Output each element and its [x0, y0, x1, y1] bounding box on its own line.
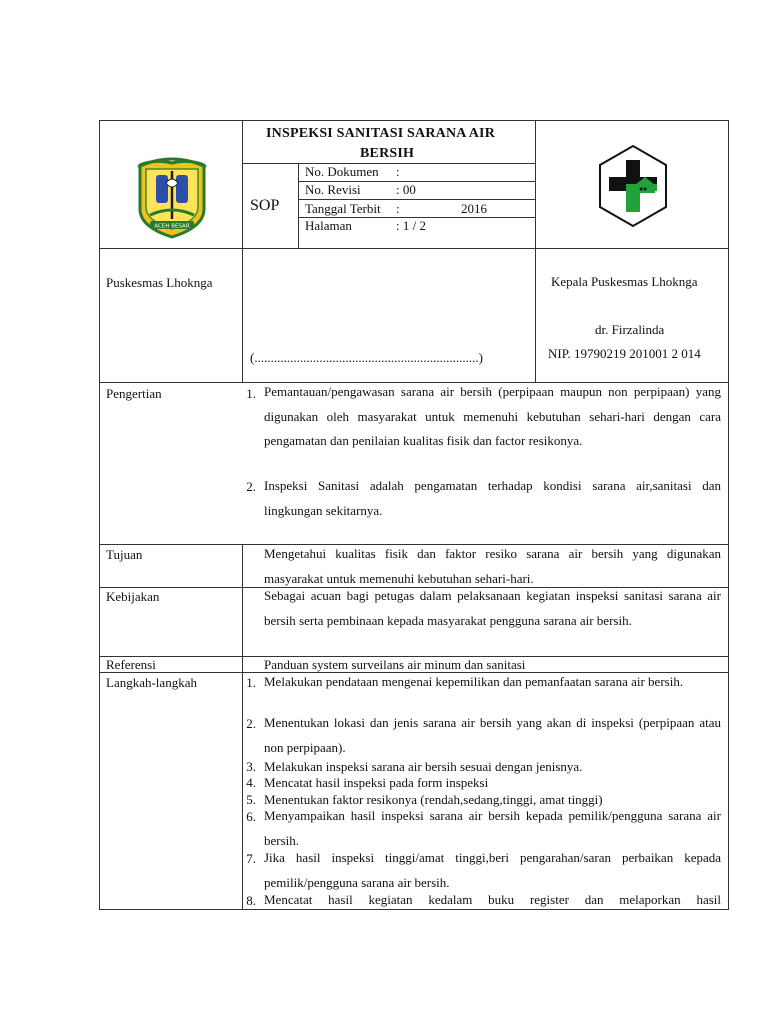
meta-label-no-revisi: No. Revisi: [305, 182, 361, 197]
puskesmas-logo: [597, 143, 669, 229]
sop-label: SOP: [250, 197, 280, 214]
pengertian-num-2: 2.: [246, 479, 256, 494]
signature-blank: (.....................................................................): [250, 350, 483, 365]
header-col-divider-right: [535, 120, 536, 383]
langkah-item-8: Mencatat hasil kegiatan kedalam buku register dan melaporkan hasil: [264, 892, 721, 907]
langkah-item-5: Menentukan faktor resikonya (rendah,sedang,tinggi, amat tinggi): [264, 792, 603, 807]
tujuan-text: Mengetahui kualitas fisik dan faktor resiko sarana air bersih yang digunakan masyarakat untuk memenuhi kebutuhan sehari-hari.: [264, 546, 721, 586]
langkah-item-2: Menentukan lokasi dan jenis sarana air bersih yang akan di inspeksi (perpipaan atau non perpipaan).: [264, 715, 721, 755]
header-col-divider-left: [242, 120, 243, 383]
table-border-right: [728, 120, 729, 910]
table-border-top: [99, 120, 729, 121]
langkah-item-4: Mencatat hasil inspeksi pada form inspeksi: [264, 775, 489, 790]
head-name: dr. Firzalinda: [595, 322, 665, 337]
org-name: Puskesmas Lhoknga: [106, 275, 213, 290]
section-label-langkah: Langkah-langkah: [106, 675, 197, 690]
meta-value-no-dokumen: :: [396, 164, 400, 179]
sop-col-divider: [298, 163, 299, 249]
section-label-kebijakan: Kebijakan: [106, 589, 160, 604]
doc-title-line1: INSPEKSI SANITASI SARANA AIR: [266, 126, 496, 141]
head-nip: NIP. 19790219 201001 2 014: [548, 346, 701, 361]
langkah-num-7: 7.: [246, 851, 256, 866]
langkah-num-8: 8.: [246, 893, 256, 908]
langkah-num-6: 6.: [246, 809, 256, 824]
langkah-item-7: Jika hasil inspeksi tinggi/amat tinggi,beri pengarahan/saran perbaikan kepada pemilik/pengguna sarana air bersih.: [264, 850, 721, 890]
meta-value-tanggal-terbit: :: [396, 201, 400, 216]
section-label-referensi: Referensi: [106, 657, 156, 672]
langkah-num-3: 3.: [246, 759, 256, 774]
langkah-num-5: 5.: [246, 792, 256, 807]
meta-row-divider-2: [298, 199, 536, 200]
meta-label-halaman: Halaman: [305, 218, 352, 233]
pengertian-item-2: Inspeksi Sanitasi adalah pengamatan terhadap kondisi sarana air,sanitasi dan lingkungan sekitarnya.: [264, 478, 721, 518]
langkah-item-3: Melakukan inspeksi sarana air bersih sesuai dengan jenisnya.: [264, 759, 583, 774]
referensi-text: Panduan system surveilans air minum dan sanitasi: [264, 657, 526, 672]
aceh-besar-crest-logo: [134, 157, 210, 241]
table-border-bottom: [99, 909, 729, 910]
langkah-item-6: Menyampaikan hasil inspeksi sarana air bersih kepada pemilik/pengguna sarana air bersih.: [264, 808, 721, 848]
pengertian-item-1: Pemantauan/pengawasan sarana air bersih (perpipaan maupun non perpipaan) yang digunakan oleh masyarakat untuk memenuhi kebutuhan sehari-hari dengan cara pengamatan dan penilaian kualitas fisik dan factor resikonya.: [264, 384, 721, 448]
meta-label-no-dokumen: No. Dokumen: [305, 164, 379, 179]
pengertian-num-1: 1.: [246, 386, 256, 401]
meta-value-halaman: : 1 / 2: [396, 218, 426, 233]
section-label-tujuan: Tujuan: [106, 547, 143, 562]
title-divider: [242, 163, 536, 164]
langkah-num-4: 4.: [246, 775, 256, 790]
meta-year-tanggal-terbit: 2016: [461, 201, 487, 216]
langkah-num-2: 2.: [246, 716, 256, 731]
doc-title-line2: BERSIH: [360, 146, 415, 161]
langkah-item-1: Melakukan pendataan mengenai kepemilikan dan pemanfaatan sarana air bersih.: [264, 674, 684, 689]
section-label-pengertian: Pengertian: [106, 386, 162, 401]
langkah-num-1: 1.: [246, 675, 256, 690]
crest-caption-text: ACEH BESAR: [154, 223, 190, 230]
kebijakan-text: Sebagai acuan bagi petugas dalam pelaksanaan kegiatan inspeksi sanitasi sarana air bersih serta pembinaan kepada masyarakat pengguna sarana air bersih.: [264, 588, 721, 628]
meta-label-tanggal-terbit: Tanggal Terbit: [305, 201, 381, 216]
head-title: Kepala Puskesmas Lhoknga: [551, 274, 698, 289]
header-row-divider: [99, 248, 729, 249]
meta-value-no-revisi: : 00: [396, 182, 416, 197]
table-border-left: [99, 120, 100, 910]
